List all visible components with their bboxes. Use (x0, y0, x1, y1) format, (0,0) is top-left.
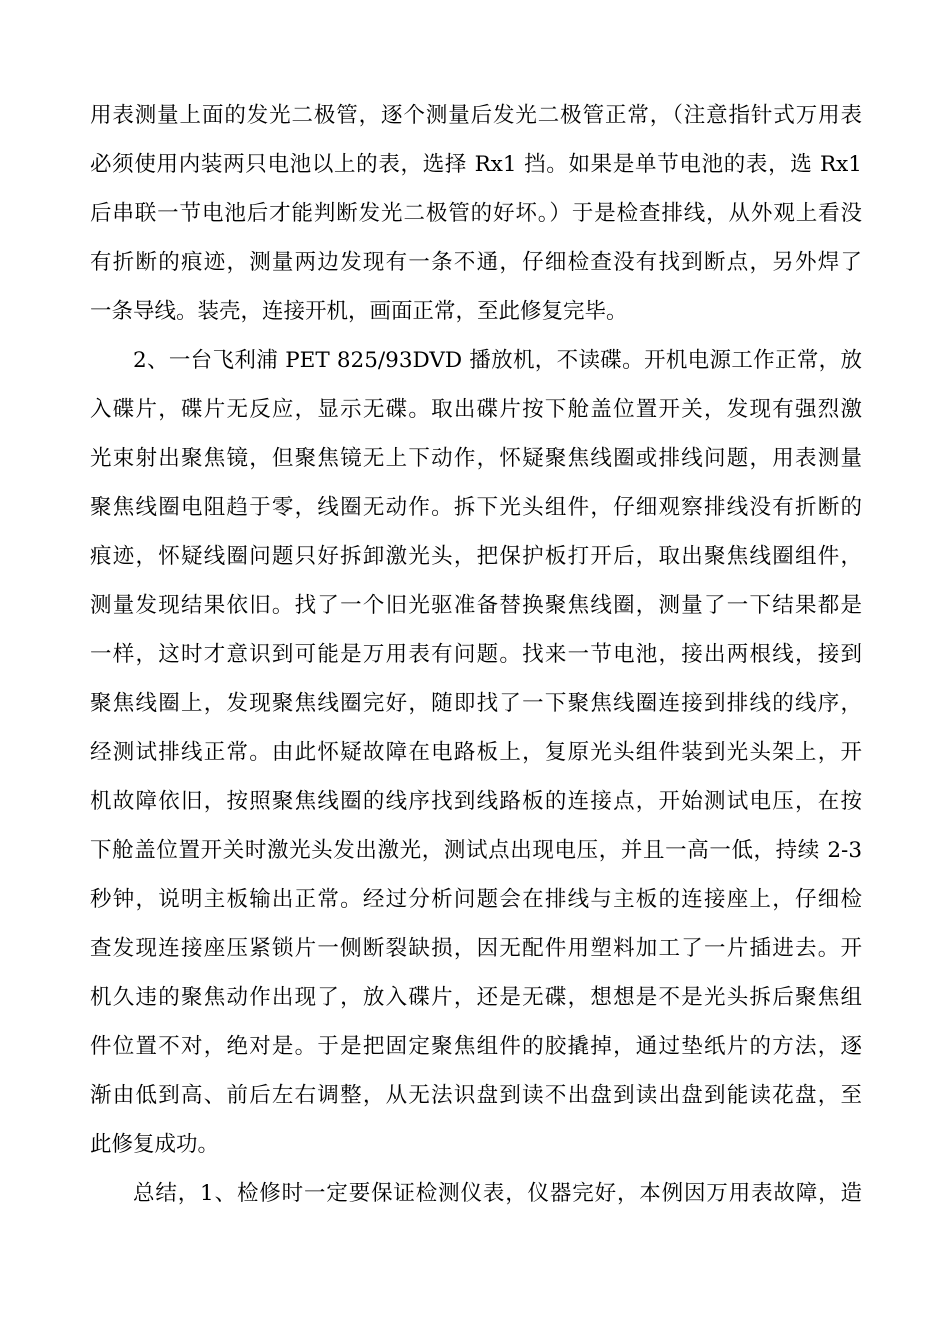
document-body (90, 91, 862, 1218)
text-line: 件位置不对，绝对是。于是把固定聚焦组件的胶撬掉，通过垫纸片的方法，逐 (90, 1034, 862, 1059)
text-line: 后串联一节电池后才能判断发光二极管的好坏。）于是检查排线，从外观上看没 (90, 201, 862, 226)
text-line: 下舱盖位置开关时激光头发出激光，测试点出现电压，并且一高一低，持续 2-3 (90, 838, 862, 863)
text-line: 秒钟，说明主板输出正常。经过分析问题会在排线与主板的连接座上，仔细检 (90, 887, 862, 912)
text-line: 经测试排线正常。由此怀疑故障在电路板上，复原光头组件装到光头架上，开 (90, 740, 862, 765)
paragraph-led-check (90, 91, 862, 336)
text-line: 用表测量上面的发光二极管，逐个测量后发光二极管正常，（注意指针式万用表 (90, 103, 862, 128)
text-line: 入碟片，碟片无反应，显示无碟。取出碟片按下舱盖位置开关，发现有强烈激 (90, 397, 862, 422)
text-line: 必须使用内装两只电池以上的表，选择 Rx1 挡。如果是单节电池的表，选 Rx1 (90, 152, 862, 177)
text-line: 机故障依旧，按照聚焦线圈的线序找到线路板的连接点，开始测试电压，在按 (90, 789, 862, 814)
text-line: 一样，这时才意识到可能是万用表有问题。找来一节电池，接出两根线，接到 (90, 642, 862, 667)
text-line: 总结，1、检修时一定要保证检测仪表，仪器完好，本例因万用表故障，造 (133, 1181, 862, 1206)
text-line: 机久违的聚焦动作出现了，放入碟片，还是无碟，想想是不是光头拆后聚焦组 (90, 985, 862, 1010)
paragraph-case-2 (90, 336, 862, 1169)
text-line: 2、一台飞利浦 PET 825/93DVD 播放机，不读碟。开机电源工作正常，放 (133, 348, 862, 373)
text-line: 聚焦线圈上，发现聚焦线圈完好，随即找了一下聚焦线圈连接到排线的线序， (90, 691, 862, 716)
text-line: 查发现连接座压紧锁片一侧断裂缺损，因无配件用塑料加工了一片插进去。开 (90, 936, 862, 961)
text-line: 有折断的痕迹，测量两边发现有一条不通，仔细检查没有找到断点，另外焊了 (90, 250, 862, 275)
text-line: 痕迹，怀疑线圈问题只好拆卸激光头，把保护板打开后，取出聚焦线圈组件， (90, 544, 862, 569)
paragraph-summary (90, 1169, 862, 1218)
text-line: 一条导线。装壳，连接开机，画面正常，至此修复完毕。 (90, 299, 628, 324)
text-line: 渐由低到高、前后左右调整，从无法识盘到读不出盘到读出盘到能读花盘，至 (90, 1083, 862, 1108)
text-line: 此修复成功。 (90, 1132, 220, 1157)
text-line: 测量发现结果依旧。找了一个旧光驱准备替换聚焦线圈，测量了一下结果都是 (90, 593, 862, 618)
text-line: 聚焦线圈电阻趋于零，线圈无动作。拆下光头组件，仔细观察排线没有折断的 (90, 495, 862, 520)
text-line: 光束射出聚焦镜，但聚焦镜无上下动作，怀疑聚焦线圈或排线问题，用表测量 (90, 446, 862, 471)
